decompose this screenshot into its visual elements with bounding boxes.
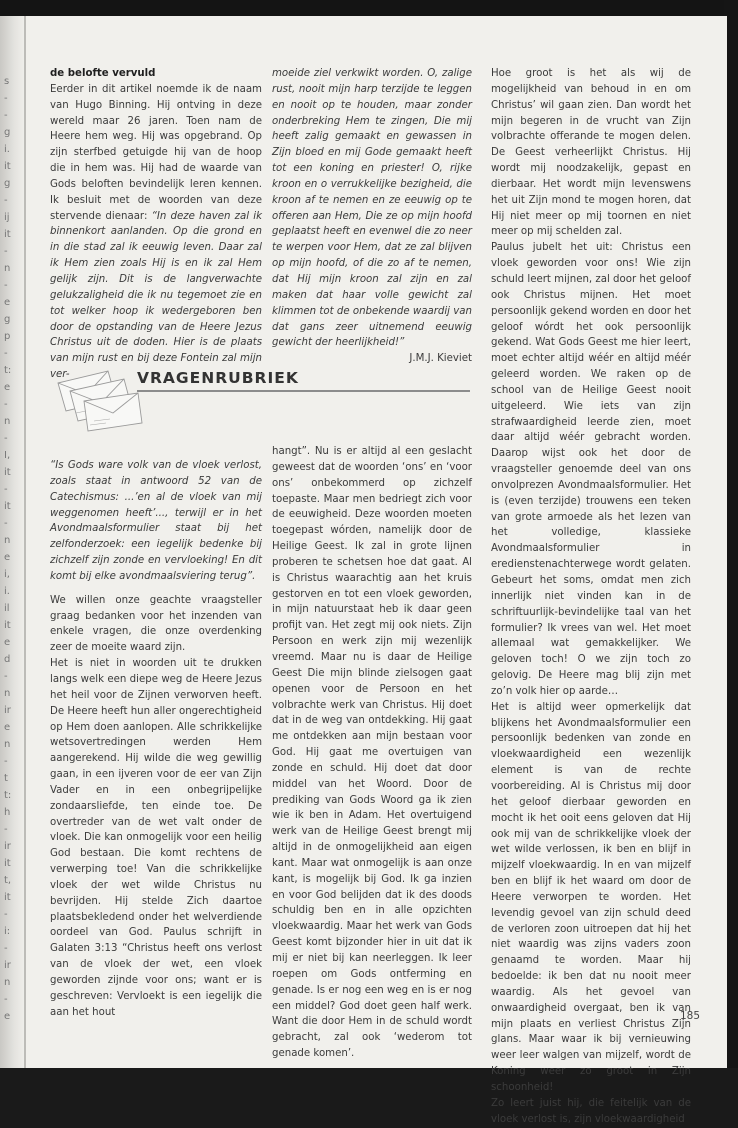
author-signature: J.M.J. Kieviet	[409, 353, 472, 365]
margin-fragment: e	[4, 722, 11, 733]
rubric-title: VRAGENRUBRIEK	[137, 369, 299, 387]
binning-quote-continued: moeide ziel verkwikt worden. O, zalige rust, nooit mijn harp terzijde te leggen en nooit op te houden, maar zonder onderbreking Hem te zingen, Die mij heeft zalig gemaakt en gewassen in Zijn bloed en mij Gode gemaakt heeft tot een koning en priester! O, rijke kroon en o verrukkelijke bezigheid, die kroon af te nemen en ze eeuwig op te offeren aan Hem, Die ze op mijn hoofd geplaatst heeft en evenwel die zo neer te werpen voor Hem, dat ze zal blijven op mijn hoofd, of die zo af te nemen, dat Hij mijn kroon zal zijn en zal maken dat haar volle gewicht zal klimmen tot de onbekende waardij van dat gans zeer uitnemend eeuwig gewicht der heerlijkheid!”	[272, 68, 472, 349]
answer-paragraph-col3-4: Zo leert juist hij, die feitelijk van de vloek verlost is, zijn vloekwaardigheid	[491, 1097, 691, 1125]
margin-fragment: it	[4, 892, 11, 903]
margin-fragment: e	[4, 637, 11, 648]
answer-paragraph-col3-3: Het is altijd weer opmerkelijk dat blijkens het Avondmaalsformulier een persoonlijk bedenken van zonde en vloekwaardigheid een wezenlijk element is van de rechte voorbereiding. Al is Christus mij door het geloof dierbaar geworden en mocht ik het ooit eens geloven dat Hij ook mij van de schrikkelijke vloek der wet wilde verlossen, ik ben en blijf in mijzelf vloekwaardig. In en van mijzelf ben en blijf ik het waard om door de Heere verworpen te worden. Het levendig gevoel van zijn schuld deed de verloren zoon uitroepen dat hij het niet waardig was zijns vaders zoon genaamd te worden. Maar hij bedoelde: ik ben dat nu nooit meer waardig. Als het gevoel van onwaardigheid overgaat, ben ik van mijn plaats en verliest Christus Zijn glans. Maar waar ik bij vernieuwing weer leer walgen van mijzelf, wordt de Koning weer zo groot in Zijn schoonheid!	[491, 701, 691, 1093]
margin-fragment: ir	[4, 960, 11, 971]
answer-thanks-paragraph: We willen onze geachte vraagsteller graag bedanken voor het inzenden van enkele vragen, die onze overdenking zeer de moeite waard zijn.	[50, 594, 262, 654]
margin-fragment: it	[4, 501, 11, 512]
article-column-1	[50, 66, 262, 383]
article-intro-text: Eerder in dit artikel noemde ik de naam van Hugo Binning. Hij ontving in deze wereld maar 26 jaren. Toen nam de Heere hem weg. Hij was opgebrand. Op zijn sterfbed getuigde hij van de hoop die in hem was. Hij had de waarde van Gods beloften bevindelijk leren kennen. Ik besluit met de woorden van deze stervende dienaar: “In deze haven zal ik binnenkort aanlanden. Op die grond en in die stad zal ik eeuwig leven. Daar zal ik Hem zien zoals Hij is en ik zal Hem gelijk zijn. Dit is de langverwachte gelukzaligheid die ik nu tegemoet zie en tot welker hoop ik wedergeboren ben door de opstanding van de Heere Jezus Christus uit de doden. Hier is de plaats van mijn rust en bij deze Fontein zal mijn ver-	[50, 83, 262, 381]
magazine-page	[0, 16, 727, 1125]
margin-fragment: it	[4, 467, 11, 478]
margin-fragment: -	[4, 110, 8, 121]
margin-fragment: p	[4, 331, 11, 342]
margin-fragment: il	[4, 603, 10, 614]
margin-fragment: -	[4, 909, 8, 920]
margin-fragment: g	[4, 314, 11, 325]
margin-fragment: -	[4, 246, 8, 257]
margin-fragment: ir	[4, 705, 11, 716]
answer-paragraph-col3-1: Hoe groot is het als wij de mogelijkheid van behoud in en om Christus’ wil gaan zien. Dan wordt het mijn begeren in de vrucht van Zijn volbrachte offerande te mogen delen. De Geest verheerlijkt Christus. Hij wordt mij noodzakelijk, gepast en dierbaar. Het wordt mijn levenswens het uit Zijn mond te mogen horen, dat Hij niet meer op mij toornen en niet meer op mij schelden zal.	[491, 68, 691, 238]
margin-fragment: n	[4, 977, 11, 988]
margin-fragment: it	[4, 858, 11, 869]
margin-fragment: g	[4, 178, 11, 189]
margin-fragment: e	[4, 1011, 11, 1022]
margin-fragment: -	[4, 195, 8, 206]
answer-paragraph: Het is niet in woorden uit te drukken langs welk een diepe weg de Heere Jezus het heil voor de Zijnen verworven heeft. De Heere heeft hun aller ongerechtigheid op Hem doen aanlopen. Alle schrikkelijke wetsovertredingen werden Hem aangerekend. Hij wilde die weg gewillig gaan, in een ijveren voor de eer van Zijn Vader en in een onbegrijpelijke zondaarsliefde, ten einde toe. De overtreder van de wet valt onder de vloek. Die kan onmogelijk voor een heilig God bestaan. Die komt rechtens de verwerping toe! Van die schrikkelijke vloek der wet wilde Christus nu bevrijden. Hij stelde Zich daartoe plaatsbekledend onder het welverdiende oordeel van God. Paulus schrijft in Galaten 3:13 “Christus heeft ons verlost van de vloek der wet, een vloek geworden zijnde voor ons; want er is geschreven: Vervloekt is een iegelijk die aan het hout	[50, 658, 262, 1018]
margin-fragment: t:	[4, 790, 12, 801]
margin-fragment: -	[4, 943, 8, 954]
margin-fragment: -	[4, 756, 8, 767]
margin-fragment: -	[4, 433, 8, 444]
rubric-column-3	[491, 66, 691, 1128]
margin-fragment: i.	[4, 144, 10, 155]
margin-fragment: i:	[4, 926, 11, 937]
rubric-column-1	[50, 458, 262, 1021]
margin-fragment: -	[4, 994, 8, 1005]
margin-fragment: n	[4, 688, 11, 699]
margin-fragment: s	[4, 76, 10, 87]
margin-fragment: e	[4, 297, 11, 308]
rubric-column-2	[272, 444, 472, 1062]
margin-fragment: -	[4, 671, 8, 682]
reader-question: “Is Gods ware volk van de vloek verlost, zoals staat in antwoord 52 van de Catechismus: ...’en al de vloek van mij weggenomen heeft’..., terwijl er in het Avondmaalsformulier staat bij het zelfonderzoek: een iegelijk bedenke bij zichzelf zijn zonde en vervloeking! En dit komt bij elke avondmaalsviering terug”.	[50, 460, 262, 582]
margin-fragment: it	[4, 620, 11, 631]
margin-fragment: -	[4, 348, 8, 359]
margin-fragment: i,	[4, 569, 10, 580]
gutter-fold-line	[24, 16, 26, 1068]
margin-fragment: g	[4, 127, 11, 138]
answer-paragraph-col3-2: Paulus jubelt het uit: Christus een vloek geworden voor ons! Wie zijn schuld leert mijnen, zal door het geloof ook Christus mijnen. Het moet persoonlijk gekend worden en door het geloof wórdt het ook persoonlijk gekend. Wat Gods Geest me hier leert, moet echter altijd wéér en altijd méér geleerd worden. We raken op de school van de Heilige Geest nooit uitgeleerd. Wie iets van zijn strafwaardigheid leerde zien, moet daar altijd wéér gebracht worden. Daarop wijst ook het door de vraagsteller genoemde deel van ons onvolprezen Avondmaalsformulier. Het is (even terzijde) trouwens een teken van grote armoede als het lezen van het volledige, klassieke Avondmaalsformulier in eredienstenachterwege wordt gelaten. Gebeurt het soms, omdat men zich innerlijk niet vinden kan in de schriftuurlijk-bevindelijke taal van het formulier? Ik vrees van wel. Het moet allemaal wat gemakkelijker. We geloven toch! O we zijn toch zo gelovig. De Heere mag blij zijn met zo’n volk hier op aarde…	[491, 242, 691, 697]
margin-fragment: -	[4, 824, 8, 835]
margin-fragment: h	[4, 807, 11, 818]
margin-fragment: d	[4, 654, 11, 665]
margin-fragment: t	[4, 773, 8, 784]
margin-fragment: -	[4, 518, 8, 529]
margin-fragment: -	[4, 484, 8, 495]
margin-fragment: ir	[4, 841, 11, 852]
margin-fragment: -	[4, 399, 8, 410]
margin-fragment: n	[4, 263, 11, 274]
rubric-title-underline	[137, 390, 470, 392]
margin-fragment: e	[4, 552, 11, 563]
margin-fragment: n	[4, 535, 11, 546]
margin-fragment: t:	[4, 365, 12, 376]
margin-fragment: -	[4, 280, 8, 291]
article-column-2	[272, 66, 472, 367]
answer-paragraph-continued: hangt”. Nu is er altijd al een geslacht geweest dat de woorden ‘ons’ en ‘voor ons’ onbekommerd op zichzelf toepaste. Maar men bedriegt zich voor de eeuwigheid. Deze woorden moeten toegepast wórden, namelijk door de Heilige Geest. Ik zal in grote lijnen proberen te schetsen hoe dat gaat. Al is Christus waarachtig aan het kruis gestorven en tot een vloek geworden, in mijn natuurstaat heb ik daar geen profijt van. Het zegt mij ook niets. Zijn Persoon en werk zijn mij wezenlijk vreemd. Maar nu is daar de Heilige Geest Die mijn blinde zielsogen gaat openen voor de Persoon en het volbrachte werk van Christus. Hij doet dat in de weg van ontdekking. Hij gaat me ontdekken aan mijn bestaan voor God. Hij gaat me overtuigen van zonde en schuld. Hij doet dat door middel van het Woord. Door de prediking van Gods Woord ga ik zien wie ik ben in Adam. Het overtuigend werk van de Heilige Geest brengt mij altijd in de onmogelijkheid aan eigen kant. Maar wat onmogelijk is aan onze kant, is mogelijk bij God. Ik ga inzien en voor God belijden dat ik des doods schuldig ben en in alle opzichten vloekwaardig. Maar het werk van Gods Geest komt bijzonder hier in uit dat ik mij er niet bij kan neerleggen. Ik leer roepen om Gods ontferming en genade. Is er nog een weg en is er nog een middel? God doet geen half werk. Want die door Hem in de schuld wordt gebracht, zal ook ‘wederom tot genade komen’.	[272, 446, 472, 1060]
margin-fragment: -	[4, 93, 8, 104]
margin-fragment: i.	[4, 586, 10, 597]
margin-fragment: e	[4, 382, 11, 393]
margin-fragment: t,	[4, 875, 12, 886]
margin-fragment: ij	[4, 212, 10, 223]
page-number: 185	[680, 1010, 701, 1022]
margin-fragment: it	[4, 161, 11, 172]
margin-fragment: n	[4, 739, 11, 750]
margin-fragment: it	[4, 229, 11, 240]
margin-fragment: n	[4, 416, 11, 427]
margin-fragment: I,	[4, 450, 11, 461]
binning-quote-start: “In deze haven zal ik binnenkort aanlanden. Op die grond en in die stad zal ik eeuwig leven. Daar zal ik Hem zien zoals Hij is en ik zal Hem gelijk zijn. Dit is de langverwachte gelukzaligheid die ik nu tegemoet zie en tot welker hoop ik wedergeboren ben door de opstanding van de Heere Jezus Christus uit de doden. Hier is de plaats van mijn rust en bij deze Fontein zal mijn ver-	[50, 210, 262, 381]
section-heading: de belofte vervuld	[50, 68, 156, 79]
